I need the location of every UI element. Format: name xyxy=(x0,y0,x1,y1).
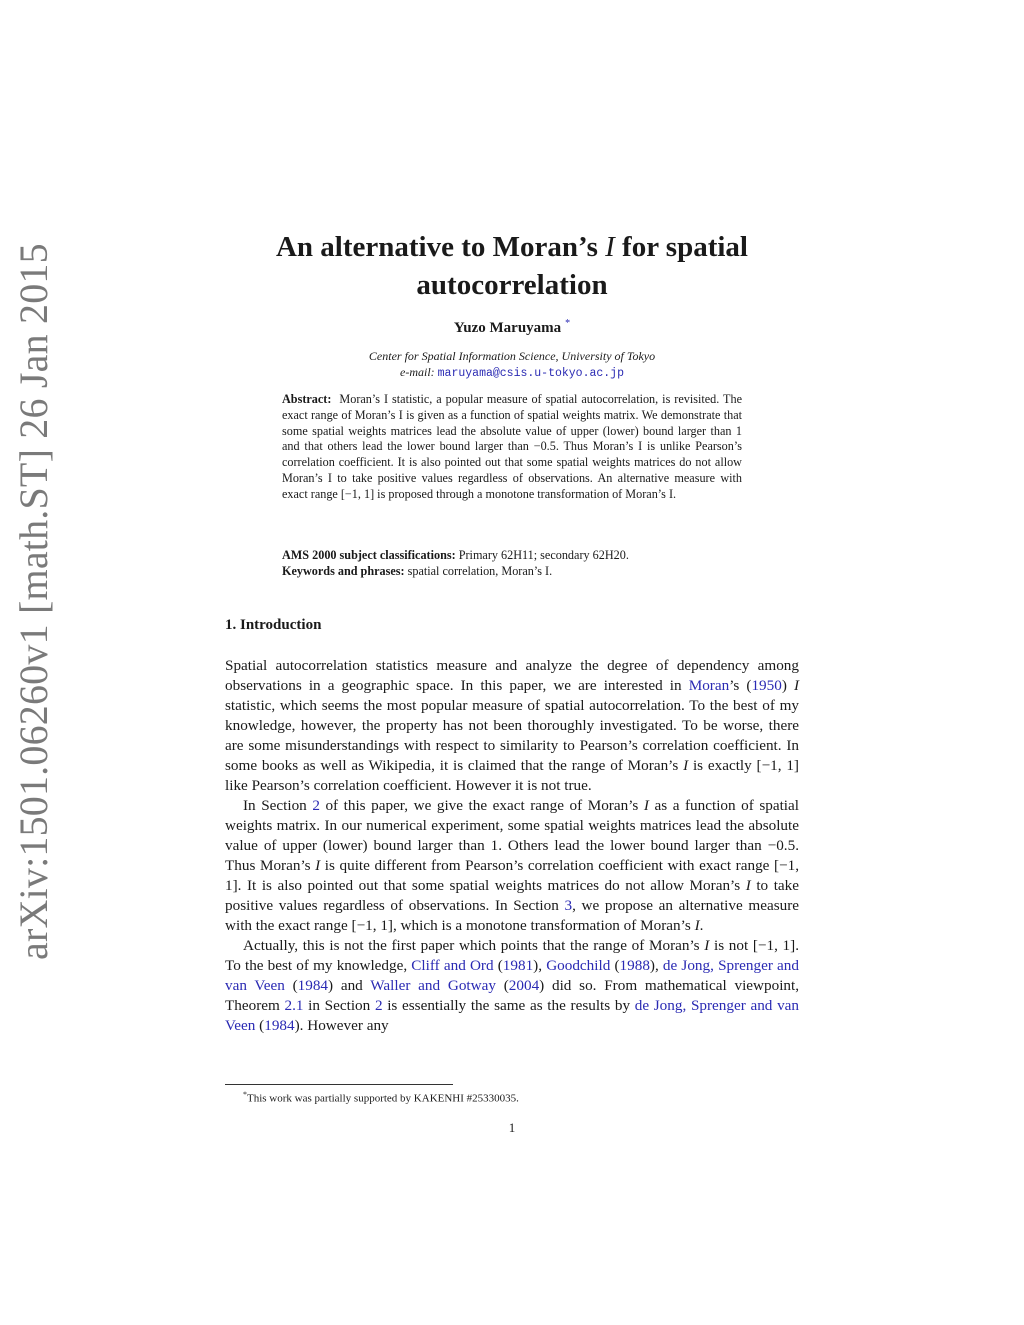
classifications xyxy=(282,548,752,580)
citation-year-link[interactable]: 1988 xyxy=(619,957,650,974)
footnote-divider xyxy=(225,1084,453,1085)
citation-year-link[interactable]: 2004 xyxy=(508,977,540,994)
footnote-mark-link[interactable]: * xyxy=(565,318,571,329)
affiliation-center: Center for Spatial Information Science, University of Tokyo xyxy=(368,349,656,363)
email-link[interactable]: maruyama@csis.u-tokyo.ac.jp xyxy=(437,367,624,380)
affiliation xyxy=(0,348,1024,382)
title-line-2: autocorrelation xyxy=(416,269,608,301)
paragraph: Spatial autocorrelation statistics measure and analyze the degree of dependency among observations in a geographic space. In this paper, we are interested in Moran’s (1950) I statistic, which seems the most popular measure of spatial autocorrelation. To the best of my knowledge, however, the property has not been thoroughly investigated. To be worse, there are some misunderstandings with respect to similarity to Pearson’s correlation coefficient. In some books as well as Wikipedia, it is claimed that the range of Moran’s I is exactly [−1, 1] like Pearson’s correlation coefficient. However it is not true. xyxy=(225,657,799,794)
ams-classification: AMS 2000 subject classifications: Primary 62H11; secondary 62H20. xyxy=(282,548,629,562)
citation-link[interactable]: Goodchild xyxy=(546,957,611,974)
citation-link[interactable]: de Jong, Sprenger and van Veen xyxy=(225,957,799,994)
citation-link[interactable]: de Jong, Sprenger and van Veen xyxy=(225,997,799,1034)
author xyxy=(0,318,1024,337)
section-ref-link[interactable]: 3 xyxy=(564,897,573,914)
citation-year-link[interactable]: 1984 xyxy=(264,1017,295,1034)
citation-link[interactable]: Waller and Gotway xyxy=(370,977,496,994)
citation-link[interactable]: Cliff and Ord xyxy=(411,957,494,974)
keywords: Keywords and phrases: spatial correlation, Moran’s I. xyxy=(282,563,553,578)
paper-title xyxy=(210,228,814,304)
author-name: Yuzo Maruyama xyxy=(453,320,562,336)
theorem-ref-link[interactable]: 2.1 xyxy=(284,997,304,1014)
abstract-text: Moran’s I statistic, a popular measure of spatial autocorrelation, is revisited. The exact range of Moran’s I is given as a function of spatial weights matrix. We demonstrate that some spatial weights matrices lead the absolute value of upper (lower) bound larger than 1 and that others lead the lower bound larger than −0.5. Thus Moran’s I is unlike Pearson’s correlation coefficient. It is also pointed out that some spatial weights matrices do not allow Moran’s I to take positive values regardless of observations. An alternative measure with exact range [−1, 1] is proposed through a monotone transformation of Moran’s I. xyxy=(282,392,743,501)
footnote: *This work was partially supported by KAKENHI #25330035. xyxy=(243,1090,519,1105)
citation-year-link[interactable]: 1984 xyxy=(297,977,329,994)
page-number: 1 xyxy=(508,1120,516,1135)
section-ref-link[interactable]: 2 xyxy=(374,997,383,1014)
citation-year-link[interactable]: 1981 xyxy=(502,957,534,974)
citation-year-link[interactable]: 1950 xyxy=(751,677,782,694)
paragraph: In Section 2 of this paper, we give the exact range of Moran’s I as a function of spatial weights matrix. In our numerical experiment, some spatial weights matrices lead the absolute value of upper (lower) bound larger than 1. Others lead the lower bound larger than −0.5. Thus Moran’s I is quite different from Pearson’s correlation coefficient with exact range [−1, 1]. It is also pointed out that some spatial weights matrices do not allow Moran’s I to take positive values regardless of observations. In Section 3, we propose an alternative measure with the exact range [−1, 1], which is a monotone transformation of Moran’s I. xyxy=(225,797,799,934)
body-text xyxy=(225,656,799,1036)
citation-link[interactable]: Moran xyxy=(688,677,730,694)
abstract-label: Abstract: xyxy=(282,392,332,406)
affiliation-email-line: e-mail: maruyama@csis.u-tokyo.ac.jp xyxy=(400,365,624,380)
paragraph: Actually, this is not the first paper which points that the range of Moran’s I is not [−1, 1]. To the best of my knowledge, Cliff and Ord (1981), Goodchild (1988), de Jong, Sprenger and van Veen (1984) and Waller and Gotway (2004) did so. From mathematical viewpoint, Theorem 2.1 in Section 2 is essentially the same as the results by de Jong, Sprenger and van Veen (1984). However any xyxy=(225,937,800,1034)
title-line-1: An alternative to Moran’s I for spatial xyxy=(275,231,748,263)
section-ref-link[interactable]: 2 xyxy=(312,797,320,814)
arxiv-identifier-stamp: arXiv:1501.06260v1 [math.ST] 26 Jan 2015 xyxy=(11,243,56,960)
abstract xyxy=(282,392,742,503)
section-heading: 1. Introduction xyxy=(225,617,322,633)
